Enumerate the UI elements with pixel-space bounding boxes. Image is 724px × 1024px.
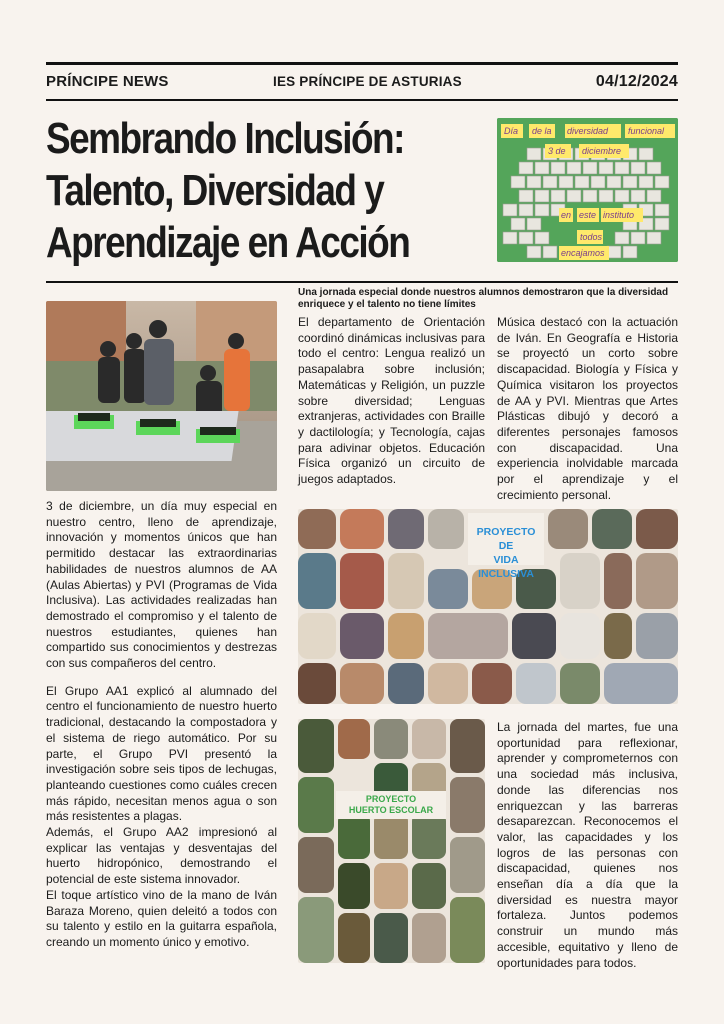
article-paragraph: 3 de diciembre, un día muy especial en nuestro centro, lleno de aprendizaje, innovación y momentos únicos que han permitido destacar las extraordinarias habilidades de nuestros alumnos de AA (Aulas Abiertas) y PVI (Programas de Vida Inclusiva). Las actividades realizadas han demostrado el compromiso y el talento de nuestros estudiantes, quienes han compartido sus conocimientos y destrezas con sus compañeros del centro.: [46, 499, 277, 671]
subheadline: Una jornada especial donde nuestros alumnos demostraron que la diversidad enriquece y el talento no tiene límites: [298, 287, 669, 310]
mural-word: 3 de: [548, 146, 566, 156]
collage-title-line: PROYECTO DE: [476, 526, 536, 552]
mural-word: funcional: [628, 126, 665, 136]
mural-word: diversidad: [567, 126, 609, 136]
mural-word: diciembre: [582, 146, 622, 156]
collage-photos: [298, 719, 485, 963]
mural-word: encajamos: [561, 248, 605, 258]
collage-title-line: PROYECTO: [365, 794, 417, 804]
headline: Sembrando Inclusión: Talento, Diversidad y Aprendizaje en Acción: [46, 114, 410, 267]
article-column-left: [46, 499, 277, 951]
mural-word: Día: [504, 126, 519, 136]
article-paragraph: Además, el Grupo AA2 impresionó al explicar las ventajas y desventajas del huerto hidropónico, demostrando el potencial de este sistema innovador.: [46, 825, 277, 887]
collage-title-line: VIDA INCLUSIVA: [478, 554, 534, 580]
article-column-right-top: [497, 315, 678, 503]
article-paragraph: El toque artístico vino de la mano de Iván Baraza Moreno, quien deleitó a todos con su talento y estilo en la guitarra española, creando un momento único y emotivo.: [46, 887, 277, 949]
article-paragraph: Música destacó con la actuación de Iván. En Geografía e Historia se proyectó un corto sobre discapacidad. Biología y Física y Química visitaron los proyectos de AA y PVI. Mientras que Artes Plásticas dibujó y decoró a diferentes personajes famosos con discapacidad. Una experiencia inolvidable marcada por el aprendizaje y el crecimiento personal.: [497, 315, 678, 502]
masthead-rule: [46, 99, 678, 101]
collage-title-vida-inclusiva: [468, 513, 544, 580]
mural-word: en: [561, 210, 572, 220]
diversity-mural-photo: [497, 118, 678, 262]
mural-word: instituto: [603, 210, 635, 220]
collage-title-huerto-escolar: [336, 791, 446, 819]
headline-rule: [46, 281, 678, 283]
vida-inclusiva-collage: [298, 509, 678, 704]
article-paragraph: El Grupo AA1 explicó al alumnado del centro el funcionamiento de nuestro huerto tradicional, destacando la compostadora y el sistema de riego automático. Por su parte, el Grupo PVI presentó la investigación sobre seis tipos de lechugas, planteando cuestiones como cuáles crecen más rápido, necesitan menos agua o son más resistentes a plagas.: [46, 683, 277, 824]
students-garden-photo: [46, 301, 277, 491]
students-photo-image: [46, 301, 277, 491]
article-paragraph: El departamento de Orientación coordinó dinámicas inclusivas para todo el centro: Lengua realizó un pasapalabra sobre inclusión; Matemáticas y Religión, un puzzle sobre diversidad; Lenguas extranjeras, actividades con Braille y dactilología; y Tecnología, cajas para adivinar objetos. Educación Física organizó un circuito de juegos adaptados.: [298, 315, 485, 487]
article-column-right-bottom: [497, 720, 678, 971]
top-rule: [46, 62, 678, 65]
mural-word: de la: [532, 126, 552, 136]
collage-title-line: HUERTO ESCOLAR: [348, 805, 434, 815]
puzzle-mural-image: [497, 118, 678, 262]
newspaper-name: PRÍNCIPE NEWS: [46, 73, 169, 90]
article-column-middle: [298, 315, 485, 488]
school-name: IES PRÍNCIPE DE ASTURIAS: [273, 74, 462, 89]
article-paragraph: La jornada del martes, fue una oportunidad para reflexionar, aprender y comprometernos con una sociedad más inclusiva, donde las diferencias nos enriquezcan y las barreras desaparezcan. Reconocemos el valor, las capacidades y los logros de las personas con discapacidad, quienes nos enseñan día a día que la diversidad es nuestra mayor fortaleza. Juntos podemos construir un mundo más accesible, equitativo y lleno de oportunidades para todos.: [497, 720, 678, 970]
mural-word: todos: [580, 232, 603, 242]
huerto-escolar-collage: [298, 719, 485, 963]
mural-word: este: [579, 210, 597, 220]
issue-date: 04/12/2024: [595, 73, 678, 90]
